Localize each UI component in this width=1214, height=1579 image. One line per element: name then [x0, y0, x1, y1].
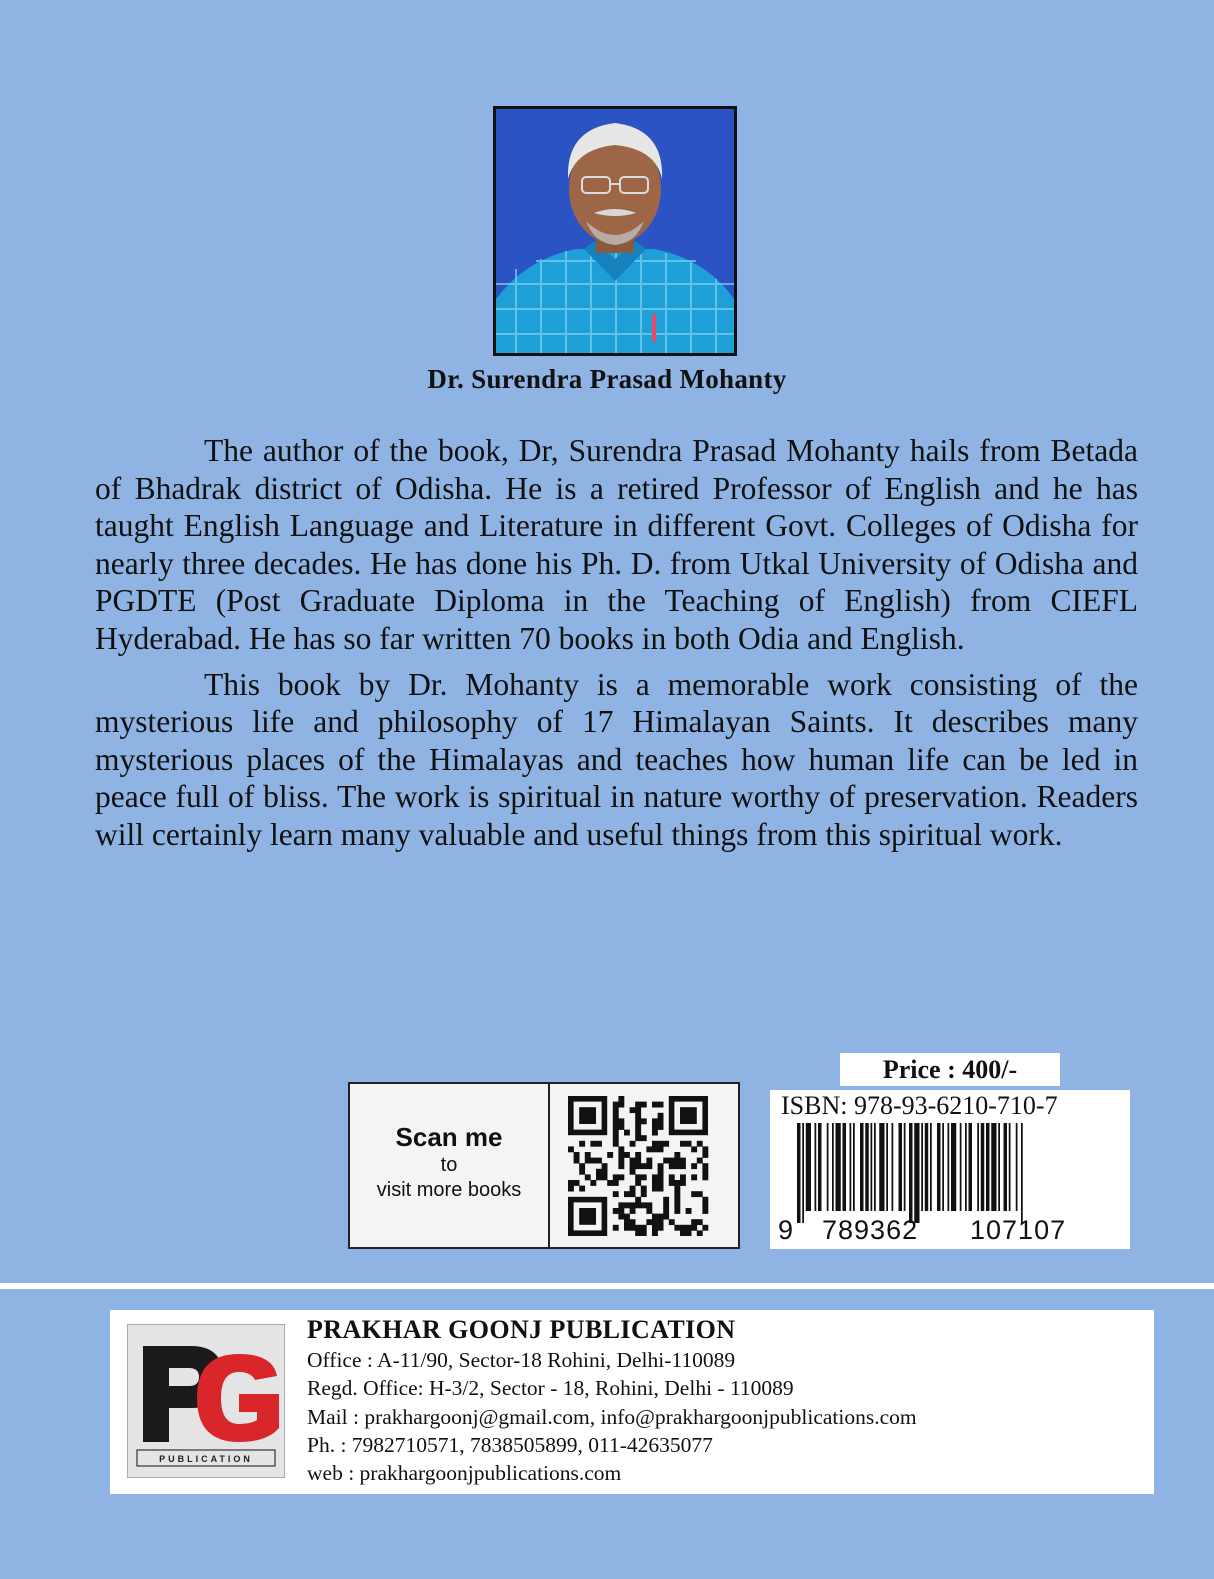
publisher-panel [110, 1310, 1154, 1494]
author-portrait-image [496, 109, 734, 353]
publisher-regd-office: Regd. Office: H-3/2, Sector - 18, Rohini, Delhi - 110089 [307, 1376, 794, 1401]
publisher-office: Office : A-11/90, Sector-18 Rohini, Delhi-110089 [307, 1348, 736, 1372]
publisher-web[interactable]: web : prakhargoonjpublications.com [307, 1461, 622, 1486]
publisher-logo [127, 1324, 285, 1478]
qr-panel [348, 1082, 740, 1249]
qr-code[interactable] [568, 1096, 714, 1236]
author-name: Dr. Surendra Prasad Mohanty [427, 364, 787, 394]
isbn-barcode-panel [770, 1090, 1130, 1249]
bio-paragraph-2: This book by Dr. Mohanty is a memorable work consisting of the mysterious life and philosophy of 17 Himalayan Saints. It describes many mysterious places of the Himalayas and teaches how human life can be led in peace full of bliss. The work is spiritual in nature worthy of preservation. Readers will certainly learn many valuable and useful things from this spiritual work. [95, 666, 1138, 852]
isbn-digit-first: 9 [778, 1215, 795, 1245]
isbn-digits-left: 789362 [822, 1215, 919, 1245]
author-photo [493, 106, 737, 356]
publisher-info [307, 1314, 917, 1487]
publisher-phone[interactable]: Ph. : 7982710571, 7838505899, 011-42635077 [307, 1432, 713, 1457]
qr-caption [350, 1122, 548, 1203]
qr-title: Scan me [395, 1122, 503, 1152]
logo-text: PUBLICATION [159, 1454, 253, 1464]
publisher-name: PRAKHAR GOONJ PUBLICATION [307, 1315, 736, 1344]
qr-line-3: visit more books [376, 1179, 522, 1201]
publisher-mail[interactable]: Mail : prakhargoonj@gmail.com, info@prakhargoonjpublications.com [307, 1404, 917, 1429]
qr-line-2: to [440, 1154, 458, 1176]
barcode [797, 1123, 1107, 1223]
footer-divider [0, 1283, 1214, 1289]
isbn-digits-right: 107107 [970, 1215, 1067, 1245]
isbn-label: ISBN: 978-93-6210-710-7 [781, 1091, 1058, 1120]
bio-paragraph-1: The author of the book, Dr, Surendra Prasad Mohanty hails from Betada of Bhadrak district of Odisha. He is a retired Professor of English and he has taught English Language and Literature in different Govt. Colleges of Odisha for nearly three decades. He has done his Ph. D. from Utkal University of Odisha and PGDTE (Post Graduate Diploma in the Teaching of English) from CIEFL Hyderabad. He has so far written 70 books in both Odia and English. [95, 433, 1138, 656]
price-label: Price : 400/- [840, 1053, 1060, 1086]
qr-divider [548, 1084, 550, 1247]
author-bio [95, 432, 1138, 862]
